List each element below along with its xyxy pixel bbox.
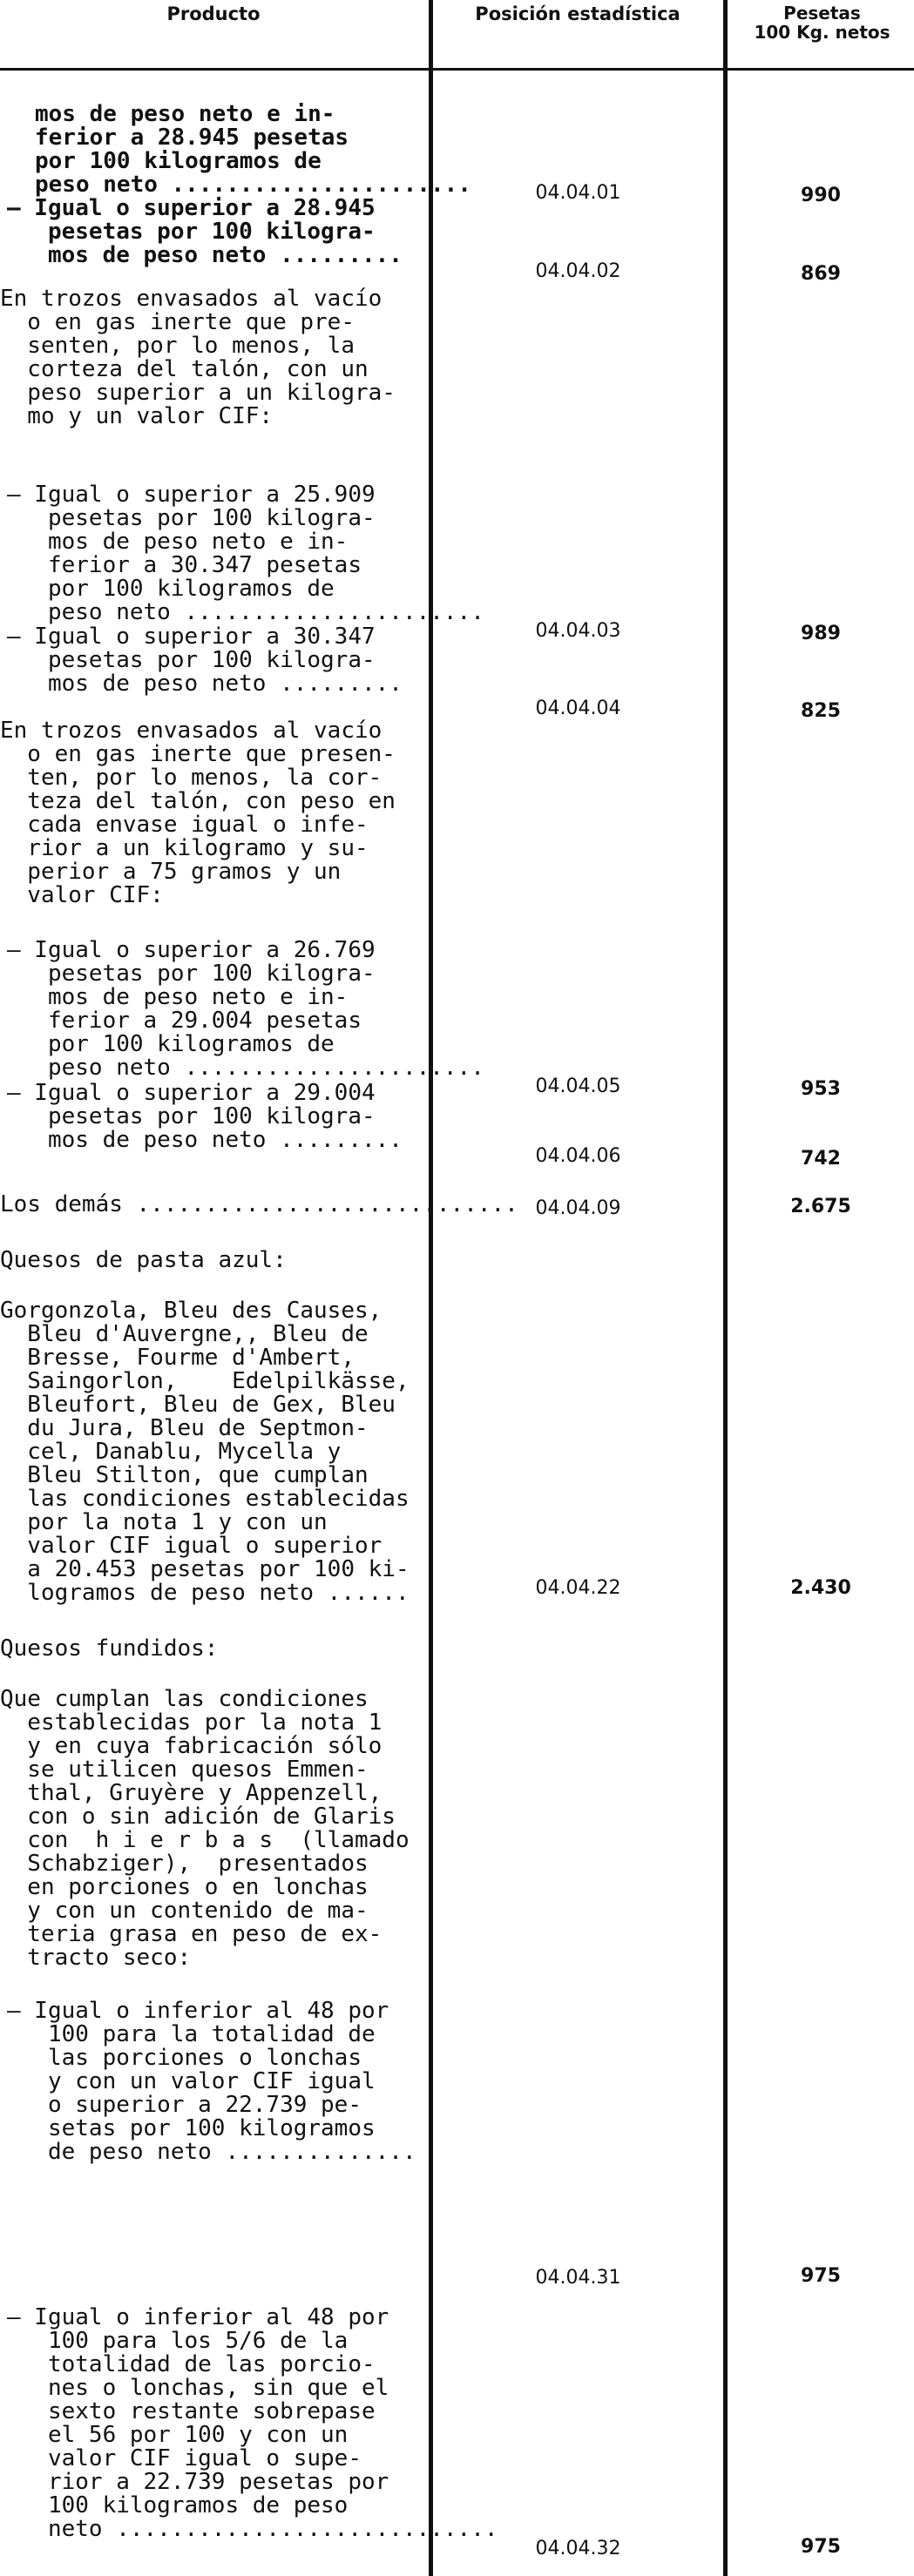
- statistical-position: 04.04.06: [535, 1145, 621, 1167]
- header-rule: [433, 68, 723, 71]
- pesetas-header-line2: 100 Kg. netos: [754, 22, 890, 43]
- price-value: 2.430: [790, 1577, 851, 1599]
- statistical-position: 04.04.09: [535, 1197, 621, 1219]
- statistical-position: 04.04.05: [535, 1076, 621, 1097]
- product-text: — Igual o superior a 26.769 pesetas por 100 kilogra- mos de peso neto e in- ferior a 29.004 pesetas por 100 kilogramos de peso neto ......................: [7, 937, 484, 1081]
- product-text: — Igual o inferior al 48 por 100 para la totalidad de las porciones o lonchas y con un valor CIF igual o superior a 22.739 pe- setas por 100 kilogramos de peso neto ..............: [7, 1998, 416, 2165]
- price-value: 990: [801, 185, 841, 206]
- statistical-position: 04.04.03: [535, 620, 621, 642]
- product-text: — Igual o superior a 29.004 pesetas por 100 kilogra- mos de peso neto .........: [7, 1080, 403, 1153]
- product-text: — Igual o inferior al 48 por 100 para los 5/6 de la totalidad de las porcio- nes o lonchas, sin que el sexto restante sobrepase el 56 por 100 y con un valor CIF igual o supe- rior a 22.739 pesetas por 100 kilogramos de peso neto ............................: [7, 2304, 498, 2542]
- price-value: 953: [801, 1078, 841, 1100]
- product-text: Quesos de pasta azul:: [0, 1247, 287, 1273]
- statistical-position: 04.04.32: [535, 2538, 621, 2559]
- statistical-position: 04.04.04: [535, 698, 621, 719]
- price-value: 2.675: [790, 1196, 851, 1217]
- column-divider: [429, 0, 433, 2576]
- product-text: mos de peso neto e in- ferior a 28.945 pesetas por 100 kilogramos de peso neto ......................: [35, 101, 471, 198]
- product-text: Los demás ............................: [0, 1191, 518, 1217]
- statistical-position: 04.04.02: [535, 260, 621, 282]
- column-header-producto: Producto: [166, 3, 261, 24]
- column-header-posicion: Posición estadística: [475, 3, 680, 24]
- product-text: — Igual o superior a 25.909 pesetas por 100 kilogra- mos de peso neto e in- ferior a 30.347 pesetas por 100 kilogramos de peso neto ......................: [7, 482, 484, 625]
- product-text: Que cumplan las condiciones establecidas por la nota 1 y en cuya fabricación sólo se utilicen quesos Emmen- thal, Gruyère y Appenzell, con o sin adición de Glaris con h i e r b a s (llamado Schabziger), presentados en porciones o en lonchas y con un contenido de ma- teria grasa en peso de ex- tracto seco:: [0, 1686, 410, 1971]
- column-header-pesetas: [730, 3, 914, 42]
- product-text: Quesos fundidos:: [0, 1635, 219, 1662]
- product-text: En trozos envasados al vacío o en gas inerte que pre- senten, por lo menos, la corteza del talón, con un peso superior a un kilogra- mo y un valor CIF:: [0, 286, 396, 429]
- price-value: 989: [801, 623, 841, 644]
- statistical-position: 04.04.31: [535, 2267, 621, 2289]
- price-value: 869: [801, 263, 841, 285]
- header-rule: [0, 68, 429, 71]
- price-value: 975: [801, 2536, 841, 2558]
- product-text: Gorgonzola, Bleu des Causes, Bleu d'Auvergne,, Bleu de Bresse, Fourme d'Ambert, Saingorlon, Edelpilkässe, Bleufort, Bleu de Gex, Bleu du Jura, Bleu de Septmon- cel, Danablu, Mycella y Bleu Stilton, que cumplan las condiciones establecidas por la nota 1 y con un valor CIF igual o superior a 20.453 pesetas por 100 ki- logramos de peso neto ......: [0, 1298, 410, 1606]
- product-text: — Igual o superior a 30.347 pesetas por 100 kilogra- mos de peso neto .........: [7, 624, 403, 697]
- column-divider: [723, 0, 728, 2576]
- pesetas-header-line1: Pesetas: [783, 3, 861, 24]
- price-value: 975: [801, 2265, 841, 2287]
- statistical-position: 04.04.01: [535, 182, 621, 204]
- product-text: — Igual o superior a 28.945 pesetas por 100 kilogra- mos de peso neto .........: [7, 195, 403, 268]
- price-value: 825: [801, 700, 841, 722]
- statistical-position: 04.04.22: [535, 1577, 621, 1599]
- header-rule: [728, 68, 914, 71]
- price-value: 742: [801, 1148, 841, 1170]
- product-text: En trozos envasados al vacío o en gas inerte que presen- ten, por lo menos, la cor- teza del talón, con peso en cada envase igual o infe- rior a un kilogramo y su- perior a 75 gramos y un valor CIF:: [0, 718, 396, 908]
